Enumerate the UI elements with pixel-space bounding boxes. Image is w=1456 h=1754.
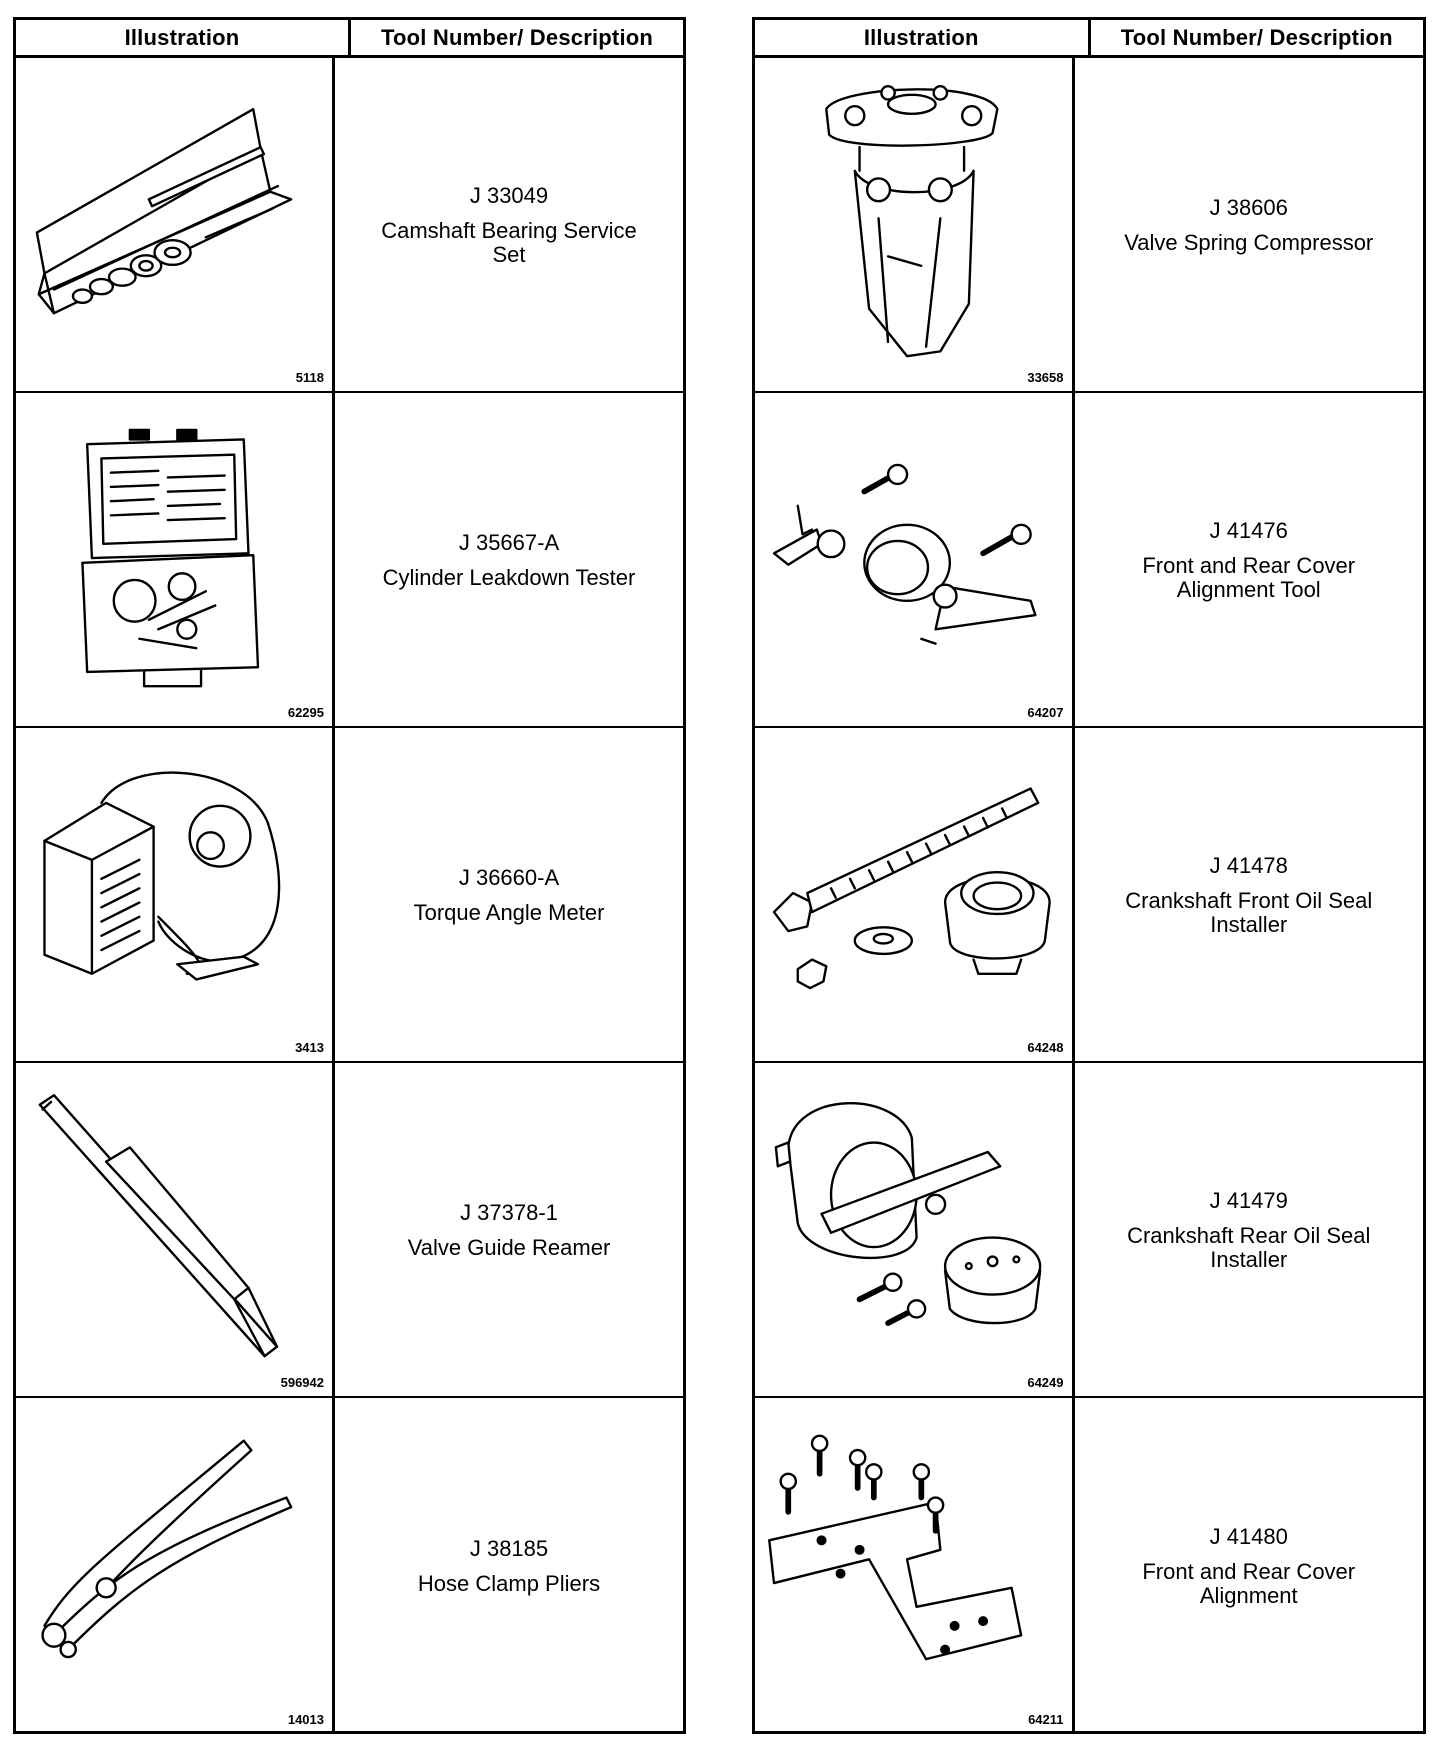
table-row (755, 58, 1423, 393)
tool-number: J 41479 (1209, 1187, 1288, 1213)
tool-name: Hose Clamp Pliers (417, 1570, 601, 1596)
tool-description-cell (1075, 728, 1424, 1061)
tool-number: J 37378-1 (460, 1199, 558, 1225)
tool-description-cell (1075, 58, 1424, 391)
tool-name: Front and Rear Cover Alignment Tool (1142, 552, 1356, 602)
tool-description-cell (335, 1398, 683, 1733)
right-tool-table (752, 17, 1426, 1734)
tool-number: J 41480 (1209, 1523, 1288, 1549)
tool-description-cell (335, 58, 683, 391)
tool-name: Crankshaft Rear Oil Seal Installer (1127, 1222, 1371, 1272)
tool-name: Crankshaft Front Oil Seal Installer (1125, 887, 1373, 937)
hose-clamp-pliers-icon (16, 1398, 332, 1733)
illustration-cell (16, 728, 335, 1061)
cover-alignment-tool-icon (755, 393, 1072, 726)
tool-description-header: Tool Number/ Description (1120, 24, 1393, 50)
tool-number: J 41478 (1209, 852, 1288, 878)
table-header (755, 20, 1423, 58)
left-tool-table (13, 17, 686, 1734)
figure-number: 64211 (1028, 1712, 1064, 1727)
table-row (755, 1063, 1423, 1398)
figure-number: 14013 (287, 1712, 324, 1727)
tool-name: Front and Rear Cover Alignment (1142, 1558, 1356, 1608)
torque-angle-meter-icon (16, 728, 332, 1061)
illustration-cell (16, 1063, 335, 1396)
leakdown-tester-icon (16, 393, 332, 726)
illustration-cell (16, 1398, 335, 1733)
valve-guide-reamer-icon (16, 1063, 332, 1396)
illustration-cell (755, 393, 1075, 726)
tool-name: Camshaft Bearing Service Set (381, 217, 637, 267)
figure-number: 64249 (1027, 1375, 1064, 1390)
tool-description-cell (1075, 393, 1424, 726)
illustration-cell (755, 58, 1075, 391)
cover-alignment-plate-icon (755, 1398, 1072, 1733)
camshaft-bearing-set-icon (16, 58, 332, 391)
table-row (16, 58, 683, 393)
tool-description-cell (335, 393, 683, 726)
tool-description-cell (335, 728, 683, 1061)
tool-description-header: Tool Number/ Description (380, 24, 654, 50)
tool-number: J 35667-A (458, 529, 560, 555)
tool-number: J 38606 (1209, 194, 1288, 220)
illustration-cell (16, 393, 335, 726)
tool-number: J 41476 (1209, 517, 1288, 543)
front-oil-seal-installer-icon (755, 728, 1072, 1061)
illustration-cell (16, 58, 335, 391)
illustration-header: Illustration (755, 20, 1091, 55)
illustration-cell (755, 728, 1075, 1061)
figure-number: 596942 (280, 1375, 324, 1390)
rear-oil-seal-installer-icon (755, 1063, 1072, 1396)
tool-number: J 38185 (469, 1535, 549, 1561)
table-row (755, 1398, 1423, 1733)
figure-number: 64248 (1027, 1040, 1064, 1055)
tool-name: Valve Guide Reamer (407, 1234, 611, 1260)
figure-number: 5118 (295, 370, 324, 385)
valve-spring-compressor-icon (755, 58, 1072, 391)
table-row (16, 393, 683, 728)
tool-number: J 33049 (469, 182, 549, 208)
figure-number: 64207 (1027, 705, 1064, 720)
tool-name: Valve Spring Compressor (1124, 229, 1374, 255)
tool-name: Cylinder Leakdown Tester (382, 564, 636, 590)
table-row (16, 1398, 683, 1733)
table-header (16, 20, 683, 58)
tool-description-cell (1075, 1063, 1424, 1396)
table-row (755, 728, 1423, 1063)
figure-number: 33658 (1027, 370, 1064, 385)
illustration-cell (755, 1063, 1075, 1396)
table-row (16, 728, 683, 1063)
figure-number: 62295 (287, 705, 324, 720)
tool-number: J 36660-A (458, 864, 560, 890)
table-row (755, 393, 1423, 728)
figure-number: 3413 (295, 1040, 324, 1055)
tool-description-cell (335, 1063, 683, 1396)
tool-description-cell (1075, 1398, 1424, 1733)
tool-name: Torque Angle Meter (413, 899, 605, 925)
table-row (16, 1063, 683, 1398)
illustration-header: Illustration (16, 20, 351, 55)
illustration-cell (755, 1398, 1075, 1733)
